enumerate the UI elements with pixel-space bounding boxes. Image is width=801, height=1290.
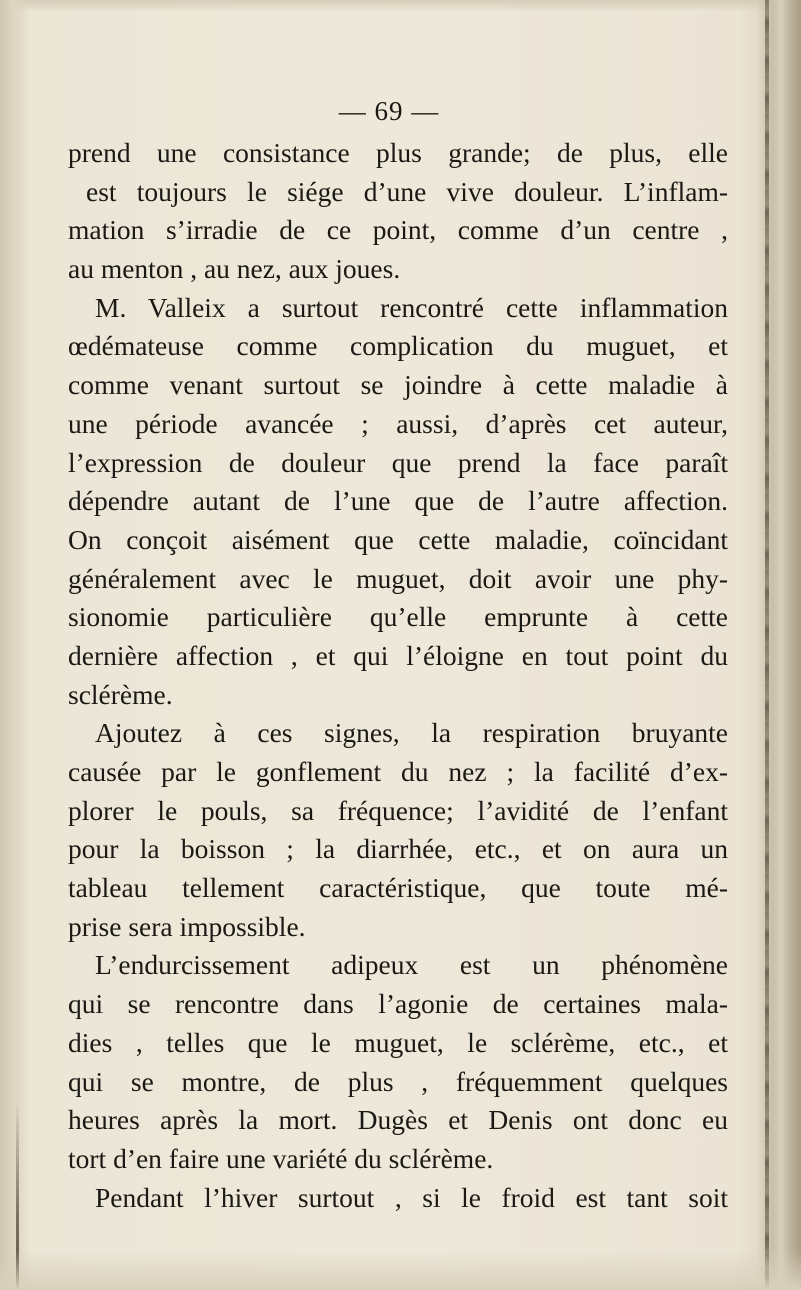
text-line: pour la boisson ; la diarrhée, etc., et on aura un (68, 833, 728, 865)
text-line: Pendant l’hiver surtout , si le froid est tant soit (95, 1181, 728, 1213)
text-line: heures après la mort. Dugès et Denis ont donc eu (68, 1104, 728, 1136)
text-line: œdémateuse comme complication du muguet, et (68, 330, 728, 362)
text-line: l’expression de douleur que prend la face paraît (68, 446, 728, 478)
page-top-shadow (0, 0, 801, 12)
text-line: On conçoit aisément que cette maladie, coïncidant (68, 523, 728, 555)
text-line: Ajoutez à ces signes, la respiration bruyante (95, 717, 728, 749)
page-bottom-shadow (0, 1250, 801, 1290)
text-line: une période avancée ; aussi, d’après cet auteur, (68, 407, 728, 439)
text-line: qui se rencontre dans l’agonie de certaines mala- (68, 988, 728, 1020)
page-right-edge (757, 0, 801, 1290)
text-line: tableau tellement caractéristique, que toute mé- (68, 872, 728, 904)
page-left-edge (0, 0, 30, 1290)
text-line: plorer le pouls, sa fréquence; l’avidité de l’enfant (68, 794, 728, 826)
text-line: sionomie particulière qu’elle emprunte à cette (68, 601, 728, 633)
text-line: au menton , au nez, aux joues. (68, 253, 401, 285)
text-line: généralement avec le muguet, doit avoir une phy- (68, 562, 728, 594)
text-line: L’endurcissement adipeux est un phénomène (95, 949, 728, 981)
text-line: sclérème. (68, 678, 173, 710)
text-line: causée par le gonflement du nez ; la facilité d’ex- (68, 756, 728, 787)
page-number: — 69 — (338, 96, 440, 126)
text-line: M. Valleix a surtout rencontré cette inflammation (95, 291, 728, 323)
page-stack-edge (765, 0, 769, 1290)
text-line: prise sera impossible. (68, 910, 306, 942)
text-line: dernière affection , et qui l’éloigne en tout point du (68, 639, 728, 671)
text-line: comme venant surtout se joindre à cette maladie à (68, 369, 728, 401)
text-line: qui se montre, de plus , fréquemment quelques (68, 1065, 728, 1097)
text-line: prend une consistance plus grande; de plus, elle (68, 137, 728, 168)
text-line: dépendre autant de l’une que de l’autre affection. (68, 485, 728, 517)
page-text (68, 88, 728, 1217)
text-line: dies , telles que le muguet, le sclérème, etc., et (68, 1026, 728, 1058)
text-line: tort d’en faire une variété du sclérème. (68, 1142, 494, 1174)
text-line: mation s’irradie de ce point, comme d’un centre , (68, 214, 728, 246)
text-line: est toujours le siége d’une vive douleur. L’inflam- (86, 175, 728, 207)
